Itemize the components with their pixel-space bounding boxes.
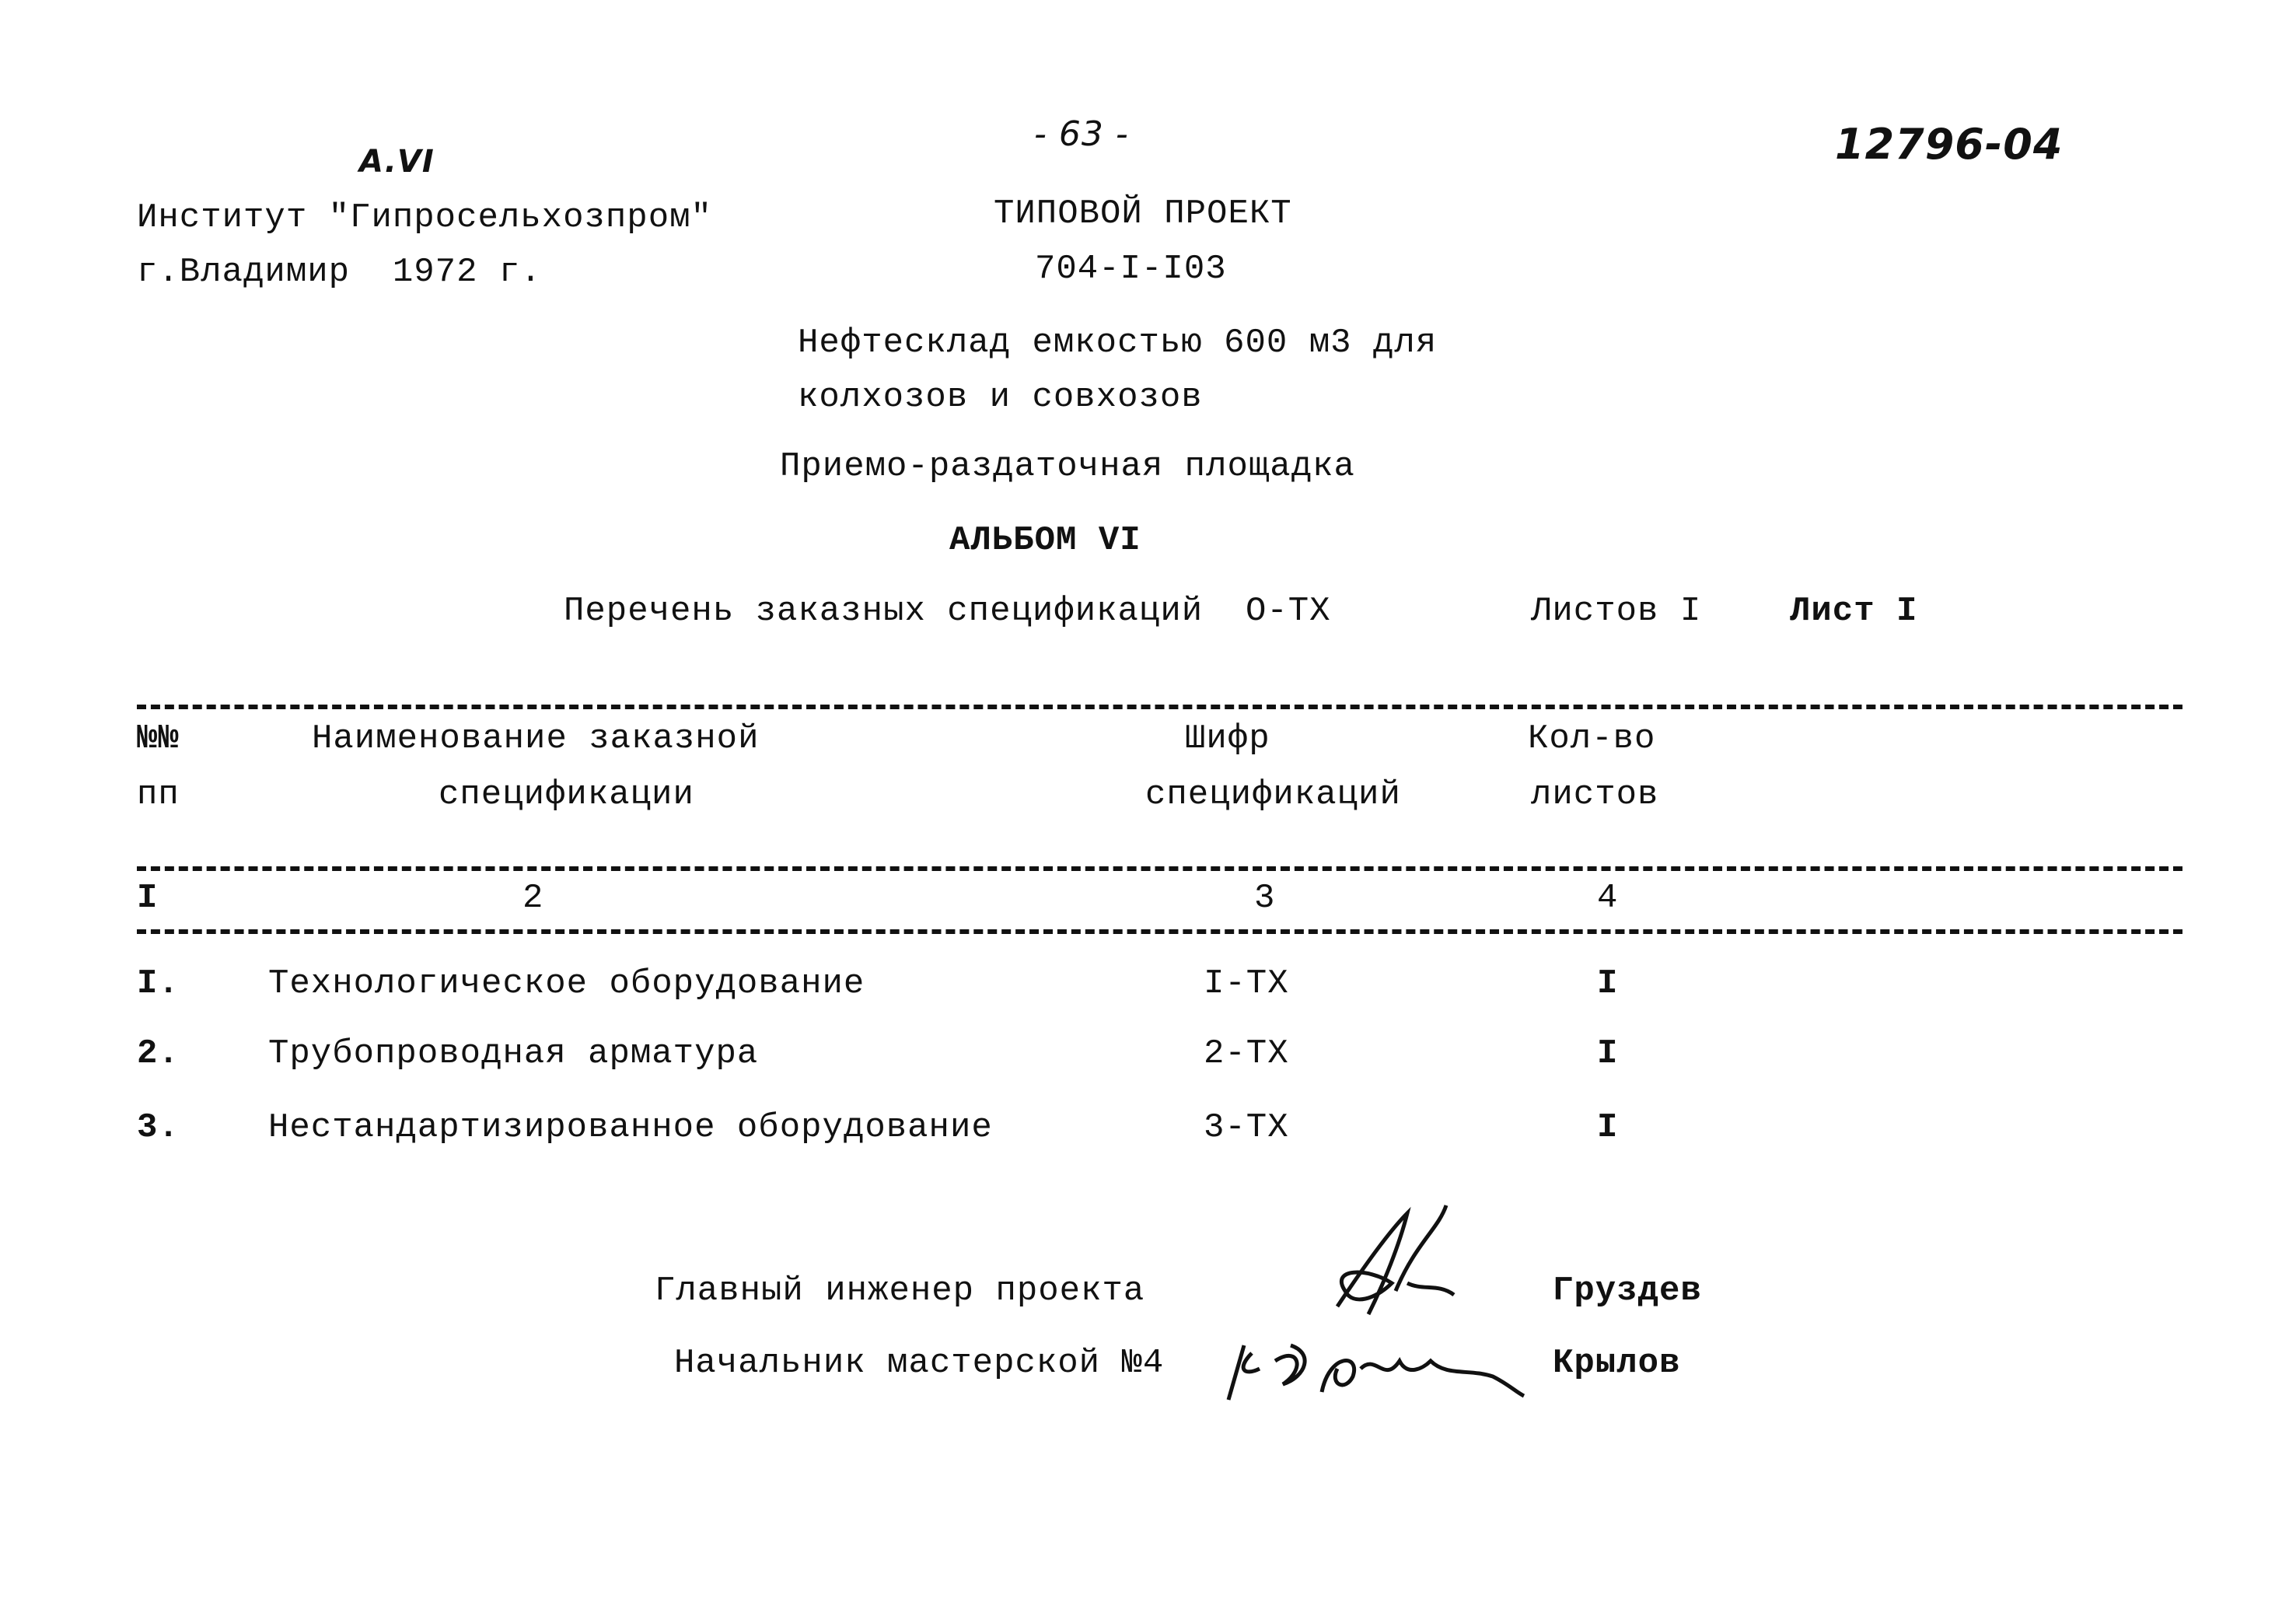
- signature-chief-engineer: [1322, 1198, 1477, 1330]
- row-qty: I: [1597, 1034, 1619, 1073]
- sheets-total: Листов I: [1531, 592, 1702, 631]
- header-name-2: спецификации: [439, 775, 694, 814]
- row-code: 3-ТХ: [1204, 1108, 1289, 1147]
- title-line-2: колхозов и совхозов: [798, 378, 1203, 417]
- row-qty: I: [1597, 964, 1619, 1003]
- row-code: 2-ТХ: [1204, 1034, 1289, 1073]
- row-qty: I: [1597, 1108, 1619, 1147]
- row-name: Технологическое оборудование: [268, 964, 865, 1003]
- column-number: I: [137, 879, 159, 918]
- row-code: I-ТХ: [1204, 964, 1289, 1003]
- project-type: ТИПОВОЙ ПРОЕКТ: [994, 194, 1292, 233]
- sheet-number: Лист I: [1790, 592, 1918, 631]
- page-number: - 63 -: [1034, 114, 1129, 154]
- title-line-1: Нефтесклад емкостью 600 м3 для: [798, 324, 1438, 362]
- header-code: Шифр: [1185, 719, 1270, 758]
- subtitle: Приемо-раздаточная площадка: [780, 447, 1355, 486]
- header-num: №№: [137, 719, 180, 758]
- table-rule-header: [137, 866, 2182, 871]
- row-num: 3.: [137, 1108, 180, 1147]
- city-year: г.Владимир 1972 г.: [137, 253, 542, 292]
- signature-workshop-head: [1213, 1322, 1539, 1415]
- workshop-head-name: Крылов: [1553, 1344, 1681, 1383]
- column-number: 3: [1254, 879, 1276, 918]
- row-name: Нестандартизированное оборудование: [268, 1108, 993, 1147]
- table-rule-numbers: [137, 929, 2182, 934]
- album-title: АЛЬБОМ VI: [949, 521, 1141, 560]
- project-code: 704-I-I03: [1035, 250, 1227, 289]
- workshop-head-title: Начальник мастерской №4: [674, 1344, 1165, 1383]
- chief-engineer-name: Груздев: [1553, 1271, 1702, 1310]
- column-number: 4: [1597, 879, 1619, 918]
- chief-engineer-title: Главный инженер проекта: [655, 1271, 1145, 1310]
- header-qty: Кол-во: [1528, 719, 1656, 758]
- album-mark: A.VI: [359, 144, 435, 180]
- row-num: I.: [137, 964, 180, 1003]
- header-num-2: пп: [137, 775, 180, 814]
- row-num: 2.: [137, 1034, 180, 1073]
- row-name: Трубопроводная арматура: [268, 1034, 759, 1073]
- archive-number: 12796-04: [1835, 120, 2064, 169]
- header-name: Наименование заказной: [312, 719, 760, 758]
- institute: Институт "Гипросельхозпром": [137, 198, 712, 237]
- column-number: 2: [522, 879, 544, 918]
- header-qty-2: листов: [1531, 775, 1659, 814]
- header-code-2: спецификаций: [1145, 775, 1401, 814]
- list-title: Перечень заказных спецификаций О-ТХ: [564, 592, 1331, 631]
- table-rule-top: [137, 705, 2182, 709]
